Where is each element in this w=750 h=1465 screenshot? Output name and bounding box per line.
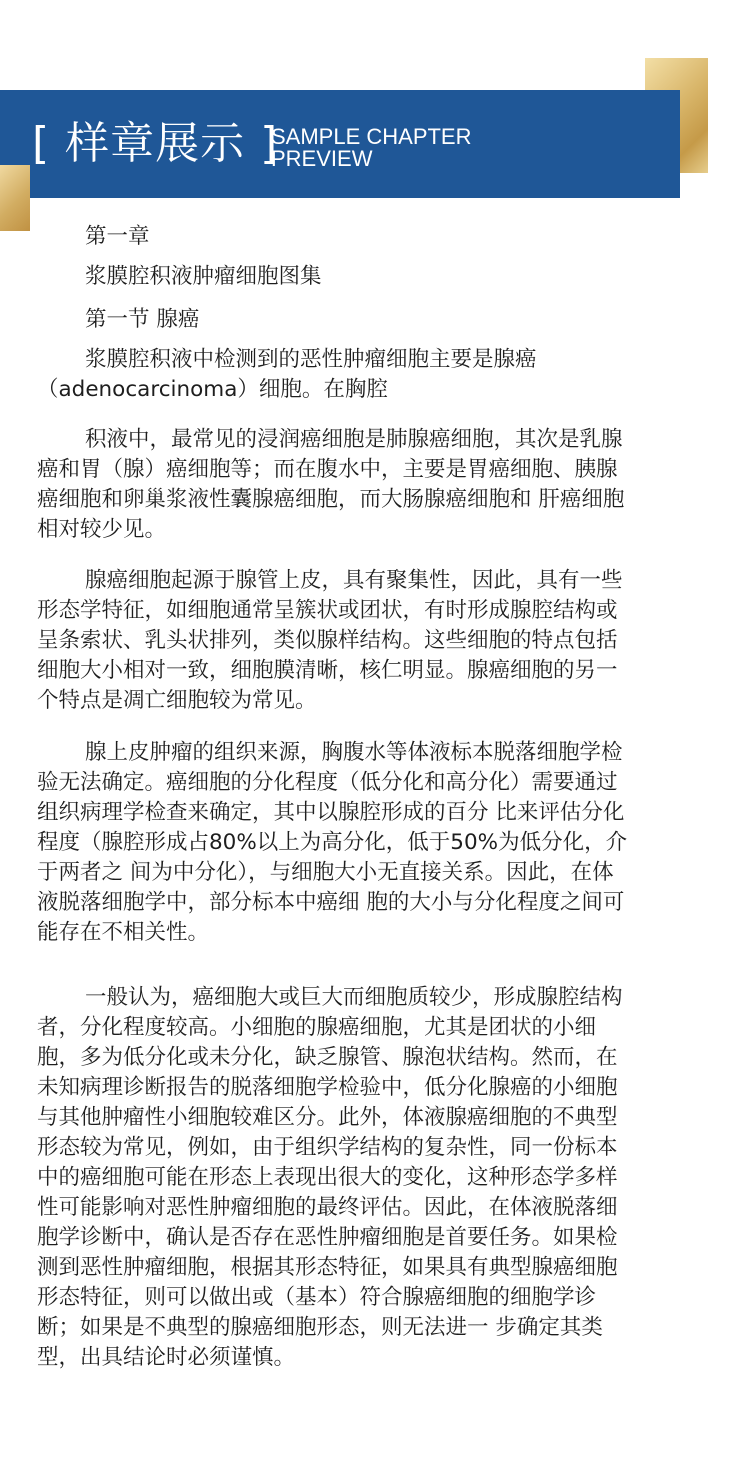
paragraph-line: 形态较为常见，例如，由于组织学结构的复杂性，同一份标本 [37,1135,618,1160]
paragraph-line: 组织病理学检查来确定，其中以腺腔形成的百分 比来评估分化 [37,800,625,825]
chapter-heading: 第一章 [85,224,150,249]
paragraph-line: 验无法确定。癌细胞的分化程度（低分化和高分化）需要通过 [37,770,618,795]
book-title: 浆膜腔积液肿瘤细胞图集 [85,264,322,289]
paragraph-1 [37,345,715,405]
paragraph-line: 性可能影响对恶性肿瘤细胞的最终评估。因此，在体液脱落细 [37,1195,618,1220]
paragraph-line: 测到恶性肿瘤细胞，根据其形态特征，如果具有典型腺癌细胞 [37,1255,618,1280]
paragraph-line: 个特点是凋亡细胞较为常见。 [37,688,317,713]
paragraph-5 [37,983,715,1373]
paragraph-line: 断；如果是不典型的腺癌细胞形态，则无法进一 步确定其类 [37,1315,603,1340]
paragraph-line: 未知病理诊断报告的脱落细胞学检验中，低分化腺癌的小细胞 [37,1075,618,1100]
paragraph-3 [37,566,715,716]
paragraph-line: 呈条索状、乳头状排列，类似腺样结构。这些细胞的特点包括 [37,628,618,653]
paragraph-line: 能存在不相关性。 [37,920,210,945]
section-heading: 第一节 腺癌 [85,307,200,332]
paragraph-line: 液脱落细胞学中，部分标本中癌细 胞的大小与分化程度之间可 [37,890,625,915]
banner-title-english-line1: SAMPLE CHAPTER [271,124,472,149]
paragraph-line: 积液中，最常见的浸润癌细胞是肺腺癌细胞，其次是乳腺 [85,427,623,452]
paragraph-line: 型，出具结论时必须谨慎。 [37,1345,296,1370]
paragraph-line: 形态特征，则可以做出或（基本）符合腺癌细胞的细胞学诊 [37,1285,597,1310]
paragraph-2 [37,425,715,545]
banner-title-english [271,126,472,170]
paragraph-line: 胞学诊断中，确认是否存在恶性肿瘤细胞是首要任务。如果检 [37,1225,618,1250]
paragraph-line: 与其他肿瘤性小细胞较难区分。此外，体液腺癌细胞的不典型 [37,1105,618,1130]
decor-gold-block-left [0,165,30,231]
paragraph-line: 浆膜腔积液中检测到的恶性肿瘤细胞主要是腺癌 [85,347,537,372]
paragraph-line: 癌和胃（腺）癌细胞等；而在腹水中，主要是胃癌细胞、胰腺 [37,457,618,482]
paragraph-line: 形态学特征，如细胞通常呈簇状或团状，有时形成腺腔结构或 [37,598,618,623]
paragraph-line: 于两者之 间为中分化），与细胞大小无直接关系。因此，在体 [37,860,614,885]
banner-title-chinese: [ 样章展示 ] [32,118,279,169]
paragraph-line: 癌细胞和卵巢浆液性囊腺癌细胞，而大肠腺癌细胞和 肝癌细胞 [37,487,625,512]
paragraph-line: 胞，多为低分化或未分化，缺乏腺管、腺泡状结构。然而，在 [37,1045,618,1070]
paragraph-line: 腺上皮肿瘤的组织来源，胸腹水等体液标本脱落细胞学检 [85,740,623,765]
paragraph-line: 者，分化程度较高。小细胞的腺癌细胞，尤其是团状的小细 [37,1015,597,1040]
paragraph-line: 一般认为，癌细胞大或巨大而细胞质较少，形成腺腔结构 [85,985,623,1010]
paragraph-line: （adenocarcinoma）细胞。在胸腔 [37,377,388,402]
paragraph-4 [37,738,715,948]
banner-title-english-line2: PREVIEW [271,146,373,171]
paragraph-line: 腺癌细胞起源于腺管上皮，具有聚集性，因此，具有一些 [85,568,623,593]
paragraph-line: 相对较少见。 [37,517,167,542]
paragraph-line: 程度（腺腔形成占80%以上为高分化，低于50%为低分化，介 [37,830,628,855]
paragraph-line: 中的癌细胞可能在形态上表现出很大的变化，这种形态学多样 [37,1165,618,1190]
paragraph-line: 细胞大小相对一致，细胞膜清晰，核仁明显。腺癌细胞的另一 [37,658,618,683]
